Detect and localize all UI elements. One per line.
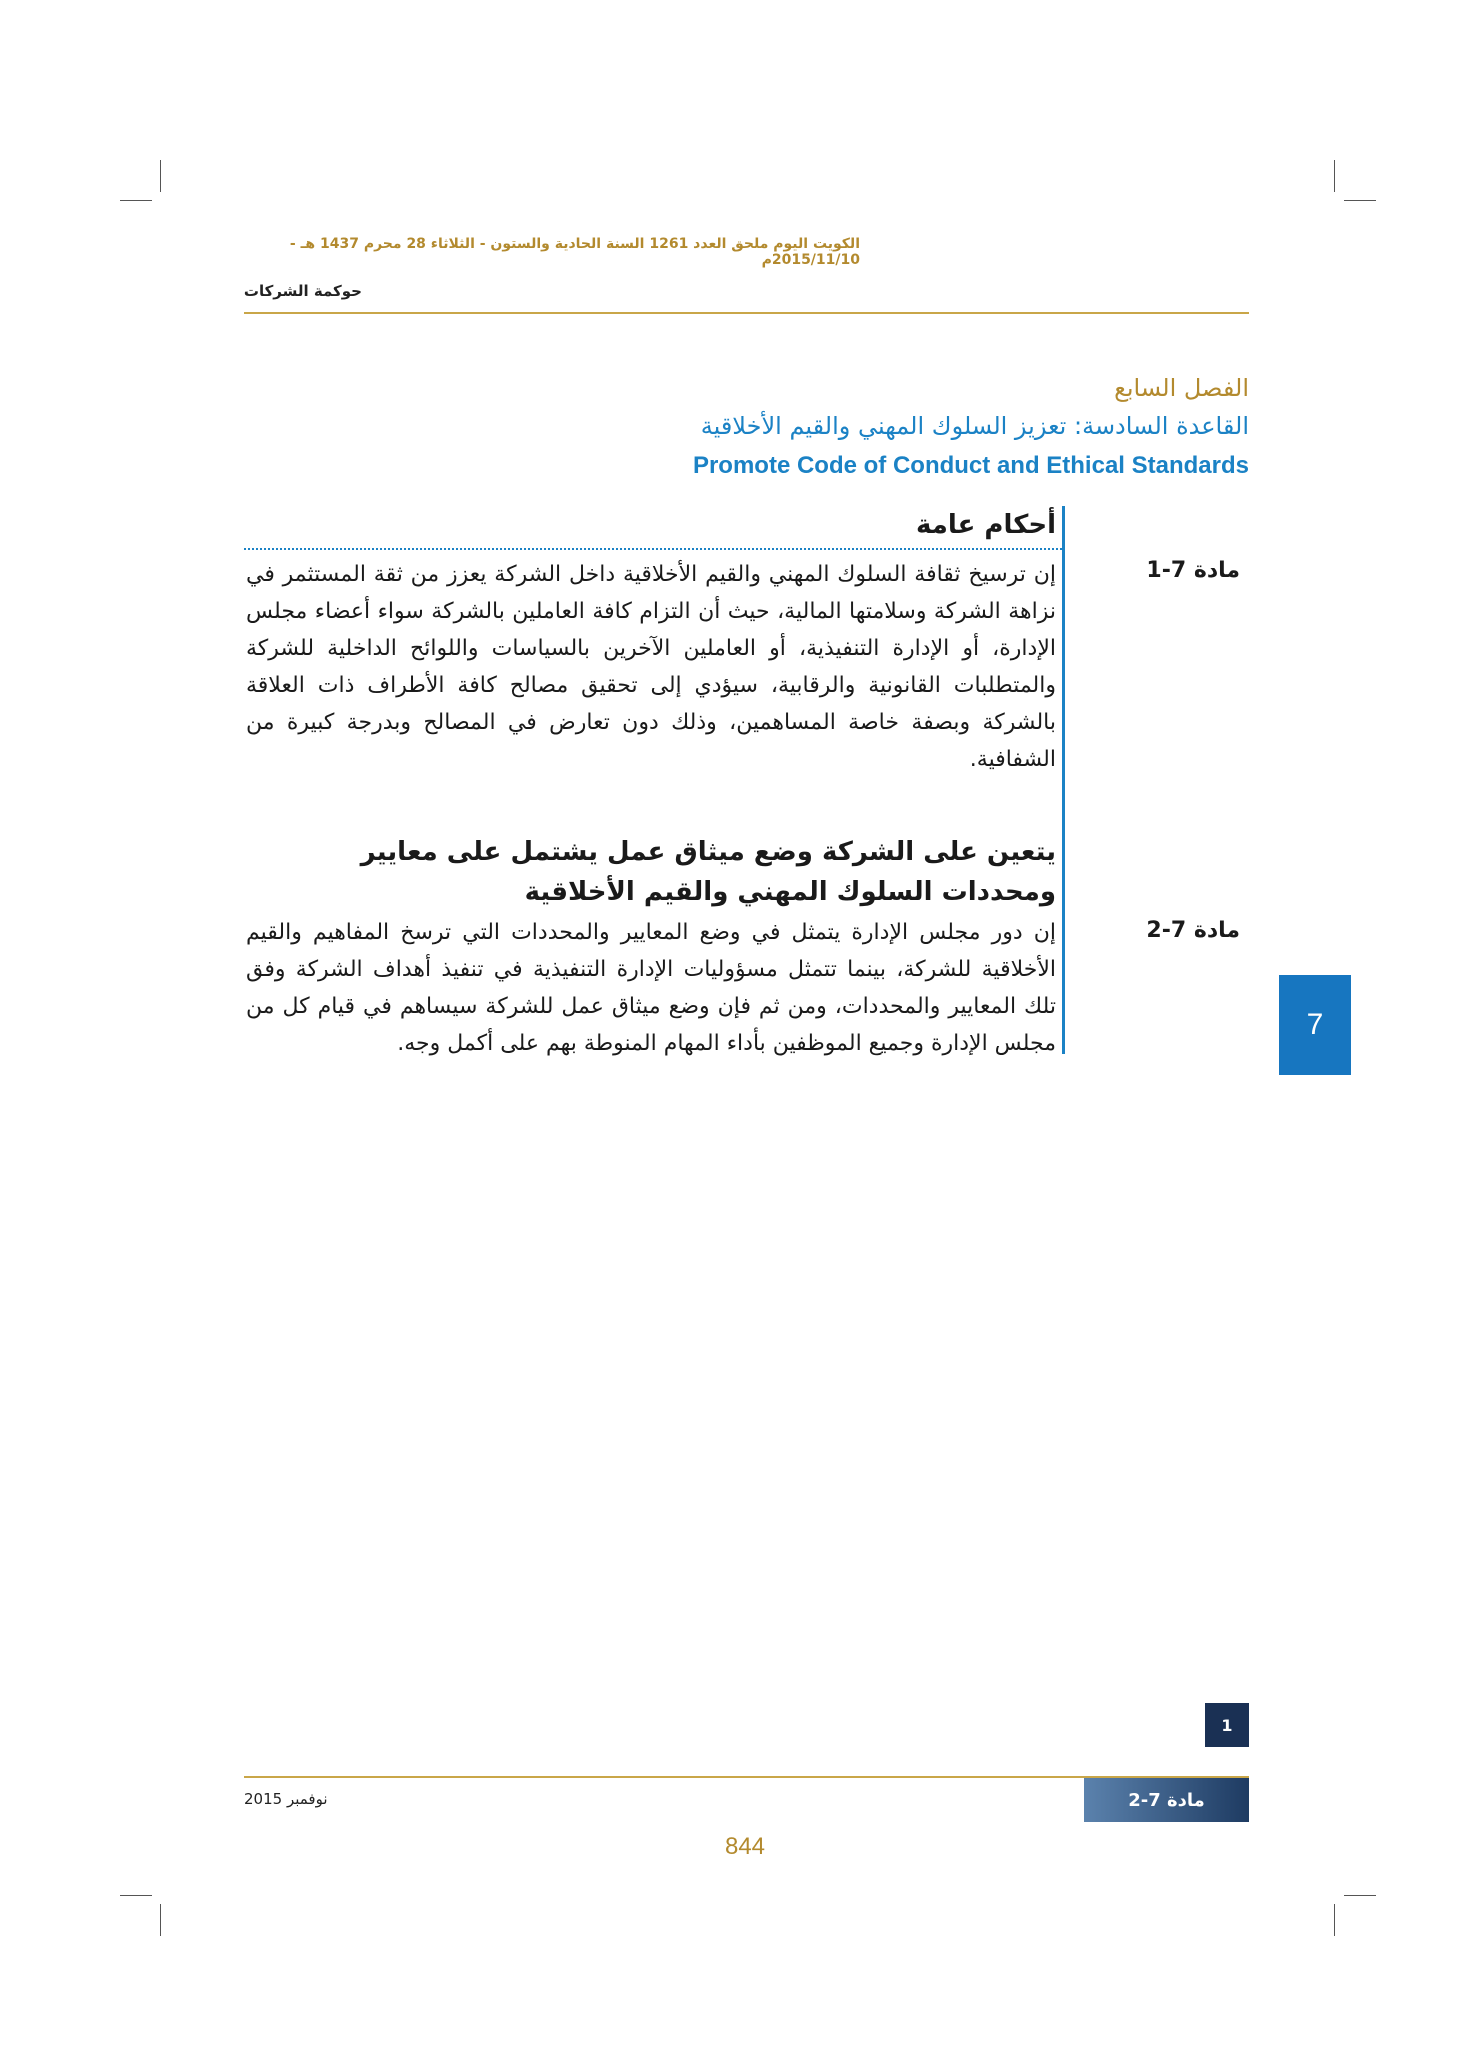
header-divider [244,312,1249,314]
article-label-7-2: مادة 7-2 [1146,918,1240,943]
crop-mark-bottom-left-horizontal [120,1895,152,1896]
chapter-title: الفصل السابع [1114,374,1249,402]
crop-mark-top-right-horizontal [1344,200,1376,201]
crop-mark-bottom-left-vertical [160,1904,161,1936]
footer-article-ref: مادة 7-2 [1084,1778,1249,1822]
article-label-7-1: مادة 7-1 [1146,558,1240,583]
footer-date: نوفمبر 2015 [244,1790,328,1808]
crop-mark-bottom-right-vertical [1334,1904,1335,1936]
page-number: 844 [724,1833,766,1860]
column-divider-top [1062,506,1065,1054]
crop-mark-top-left-vertical [160,160,161,192]
rule-title-english: Promote Code of Conduct and Ethical Standards [692,452,1249,479]
section-heading-general: أحكام عامة [915,510,1056,540]
crop-mark-top-left-horizontal [120,200,152,201]
chapter-side-tab: 7 [1279,975,1351,1075]
crop-mark-top-right-vertical [1334,160,1335,192]
rule-title-arabic: القاعدة السادسة: تعزيز السلوك المهني والقيم الأخلاقية [700,412,1249,440]
page-badge: 1 [1205,1703,1249,1747]
article-text-7-1: إن ترسيخ ثقافة السلوك المهني والقيم الأخلاقية داخل الشركة يعزز من ثقة المستثمر في نزاهة الشركة وسلامتها المالية، حيث أن التزام كافة العاملين بالشركة سواء أعضاء مجلس الإدارة، أو الإدارة التنفيذية، أو العاملين الآخرين بالسياسات واللوائح الداخلية للشركة والمتطلبات القانونية والرقابية، سيؤدي إلى تحقيق مصالح كافة الأطراف ذات العلاقة بالشركة وبصفة خاصة المساهمين، وذلك دون تعارض في المصالح وبدرجة كبيرة من الشفافية. [246,562,1056,772]
section-heading-code-of-conduct: يتعين على الشركة وضع ميثاق عمل يشتمل على معايير ومحددات السلوك المهني والقيم الأخلاقية [360,837,1056,907]
gazette-header-line: الكويت اليوم ملحق العدد 1261 السنة الحادية والستون - الثلاثاء 28 محرم 1437 هـ - 2015/11/10م [289,236,860,268]
section-dotted-divider [244,548,1062,550]
article-text-7-2: إن دور مجلس الإدارة يتمثل في وضع المعايير والمحددات التي ترسخ المفاهيم والقيم الأخلاقية للشركة، بينما تتمثل مسؤوليات الإدارة التنفيذية في تنفيذ أهداف الشركة وفق تلك المعايير والمحددات، ومن ثم فإن وضع ميثاق عمل للشركة سيساهم في قيام كل من مجلس الإدارة وجميع الموظفين بأداء المهام المنوطة بهم على أكمل وجه. [246,920,1056,1056]
crop-mark-bottom-right-horizontal [1344,1895,1376,1896]
section-name: حوكمة الشركات [243,282,362,300]
